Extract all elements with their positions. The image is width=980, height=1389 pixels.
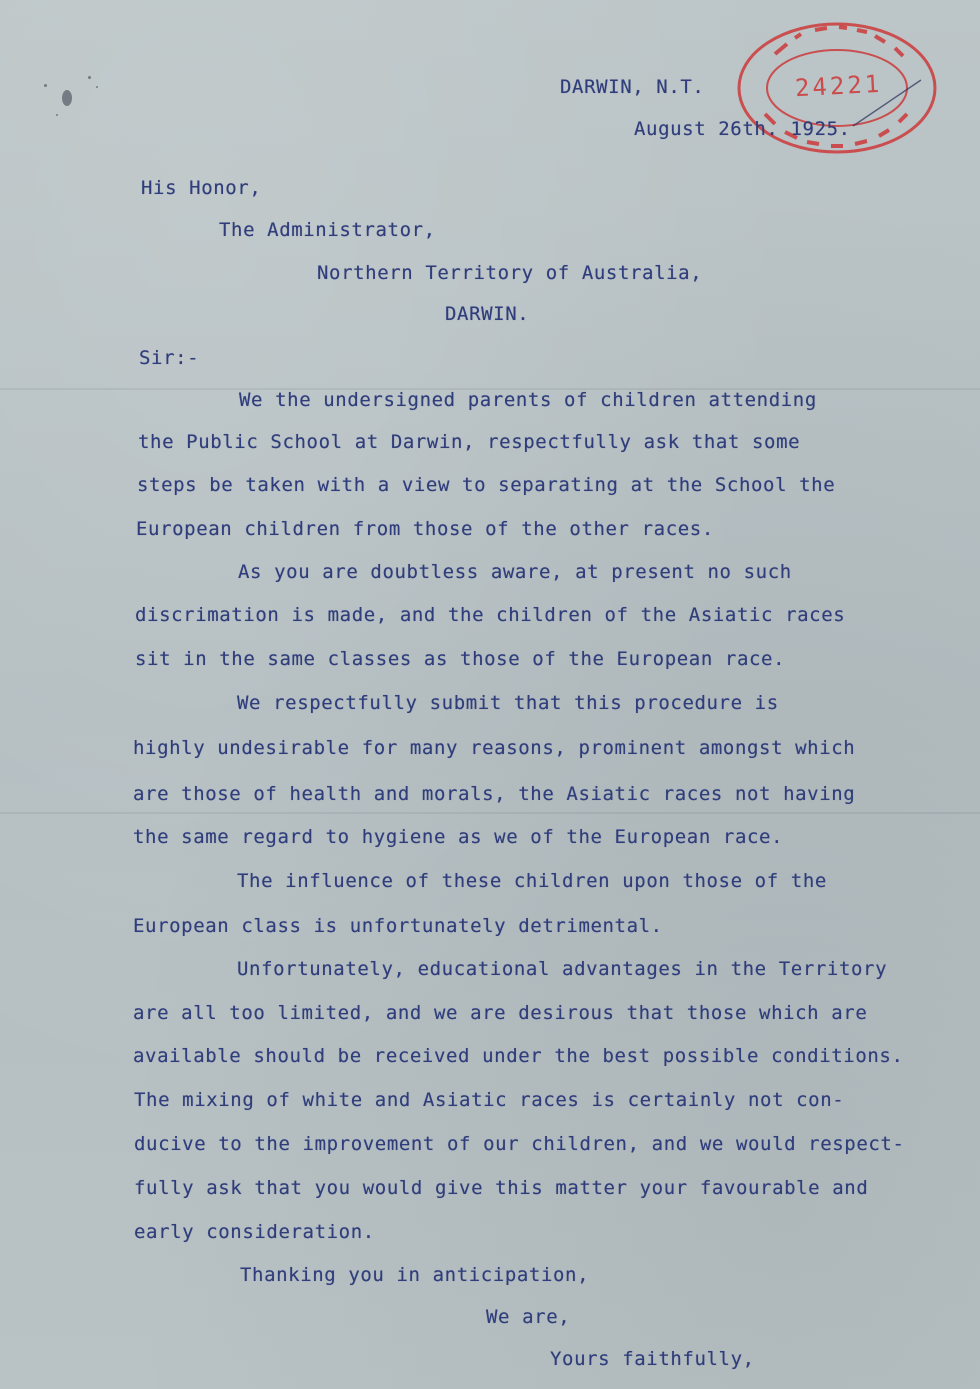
ink-speck — [88, 76, 91, 79]
place-line: DARWIN, N.T. — [560, 76, 705, 98]
body-line: The mixing of white and Asiatic races is certainly not con- — [134, 1089, 845, 1111]
body-line: available should be received under the best possible conditions. — [133, 1045, 904, 1067]
body-line: discrimation is made, and the children of the Asiatic races — [135, 604, 846, 626]
body-line: As you are doubtless aware, at present no such — [238, 561, 792, 583]
body-line: European children from those of the other races. — [136, 518, 714, 540]
body-line: ducive to the improvement of our children, and we would respect- — [134, 1133, 905, 1155]
ink-blot — [62, 90, 72, 106]
addressee-city: DARWIN. — [445, 303, 530, 325]
addressee-title: The Administrator, — [219, 219, 436, 241]
body-line: early consideration. — [134, 1221, 375, 1243]
body-line: We respectfully submit that this procedure is — [237, 692, 779, 714]
body-line: Unfortunately, educational advantages in the Territory — [237, 958, 888, 980]
body-line: the same regard to hygiene as we of the European race. — [133, 826, 784, 848]
stamp-number: 24221 — [794, 69, 883, 103]
date-line: August 26th. 1925. — [634, 118, 851, 140]
ink-speck — [44, 84, 47, 87]
body-line: sit in the same classes as those of the European race. — [135, 648, 786, 670]
body-line: fully ask that you would give this matter your favourable and — [134, 1177, 869, 1199]
ink-speck — [96, 86, 98, 88]
addressee-territory: Northern Territory of Australia, — [317, 262, 703, 284]
paper-fold-line — [0, 812, 980, 814]
body-line: highly undesirable for many reasons, prominent amongst which — [133, 737, 856, 759]
ink-speck — [56, 114, 58, 116]
body-line: steps be taken with a view to separating at the School the — [137, 474, 836, 496]
body-line: We the undersigned parents of children attending — [239, 389, 817, 411]
closing-we-are: We are, — [486, 1306, 571, 1328]
greeting: Sir:- — [139, 347, 200, 369]
body-line: are those of health and morals, the Asiatic races not having — [133, 783, 856, 805]
closing-yours-faithfully: Yours faithfully, — [550, 1348, 755, 1370]
addressee-honor: His Honor, — [141, 177, 262, 199]
body-line: European class is unfortunately detrimental. — [133, 915, 663, 937]
closing-thanks: Thanking you in anticipation, — [240, 1264, 590, 1286]
body-line: are all too limited, and we are desirous that those which are — [133, 1002, 868, 1024]
body-line: The influence of these children upon those of the — [237, 870, 827, 892]
body-line: the Public School at Darwin, respectfully ask that some — [138, 431, 801, 453]
